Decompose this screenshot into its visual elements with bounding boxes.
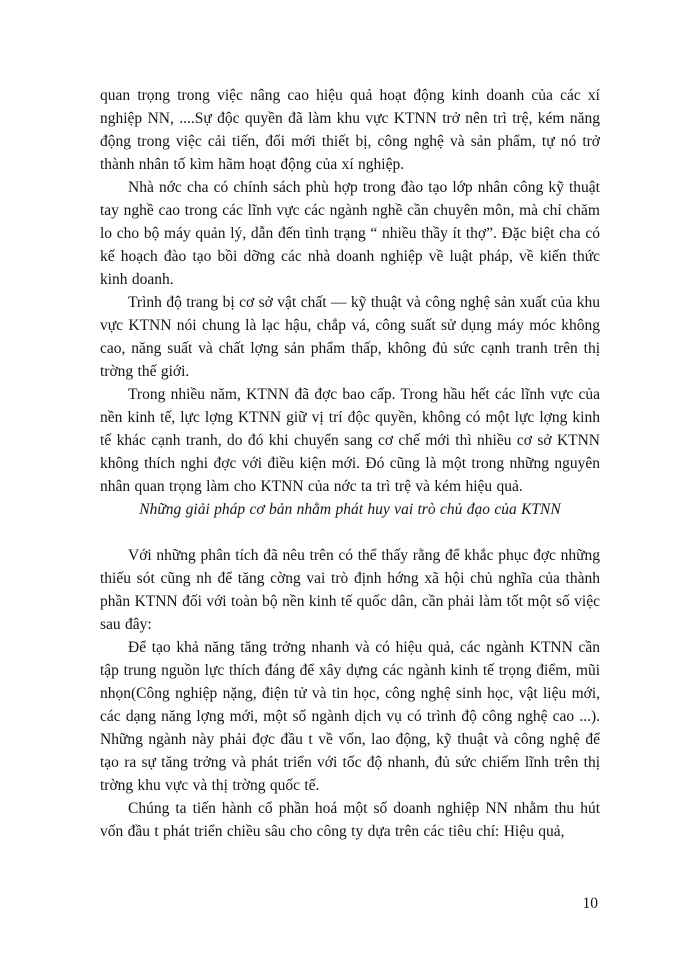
paragraph: Để tạo khả năng tăng trởng nhanh và có hiệu quả, các ngành KTNN cần tập trung nguồn lực thích đáng để xây dựng các ngành kinh tế trọng điểm, mũi nhọn(Công nghiệp nặng, điện tử và tin học, công nghệ sinh học, vật liệu mới, các dạng năng lợng mới, một số ngành dịch vụ có trình độ công nghệ cao ...). Những ngành này phải đợc đầu t về vốn, lao động, kỹ thuật và công nghệ để tạo ra sự tăng trởng và phát triển với tốc độ nhanh, đủ sức chiếm lĩnh trên thị trờng khu vực và thị trờng quốc tế. — [100, 639, 600, 794]
paragraph: Với những phân tích đã nêu trên có thể thấy rằng để khắc phục đợc những thiếu sót cũng nh để tăng cờng vai trò định hớng xã hội chủ nghĩa của thành phần KTNN đối với toàn bộ nền kinh tế quốc dân, cần phải làm tốt một số việc sau đây: — [100, 547, 600, 633]
page-number: 10 — [582, 895, 598, 912]
paragraph: Chúng ta tiến hành cổ phần hoá một số doanh nghiệp NN nhằm thu hút vốn đầu t phát triển chiều sâu cho công ty dựa trên các tiêu chí: Hiệu quả, — [100, 800, 600, 840]
paragraph: Trong nhiều năm, KTNN đã đợc bao cấp. Trong hầu hết các lĩnh vực của nền kinh tế, lực lợng KTNN giữ vị trí độc quyền, không có một lực lợng kinh tế khác cạnh tranh, do đó khi chuyển sang cơ chế mới thì nhiều cơ sở KTNN không thích nghi đợc với điều kiện mới. Đó cũng là một trong những nguyên nhân quan trọng làm cho KTNN của nớc ta trì trệ và kém hiệu quả. — [100, 386, 600, 495]
section-heading: Những giải pháp cơ bản nhằm phát huy vai trò chủ đạo của KTNN — [139, 501, 561, 518]
document-body — [100, 84, 600, 843]
paragraph: quan trọng trong việc nâng cao hiệu quả hoạt động kinh doanh của các xí nghiệp NN, ....Sự độc quyền đã làm khu vực KTNN trở nên trì trệ, kém năng động trong việc cải tiến, đổi mới thiết bị, công nghệ và sản phẩm, tự nó trở thành nhân tố kìm hãm hoạt động của xí nghiệp. — [100, 87, 600, 173]
paragraph: Nhà nớc cha có chính sách phù hợp trong đào tạo lớp nhân công kỹ thuật tay nghề cao trong các lĩnh vực các ngành nghề cần chuyên môn, mà chỉ chăm lo cho bộ máy quản lý, dẫn đến tình trạng “ nhiều thầy ít thợ”. Đặc biệt cha có kế hoạch đào tạo bồi dỡng các nhà doanh nghiệp về luật pháp, về kiến thức kinh doanh. — [100, 179, 600, 288]
paragraph: Trình độ trang bị cơ sở vật chất — kỹ thuật và công nghệ sản xuất của khu vực KTNN nói chung là lạc hậu, chắp vá, công suất sử dụng máy móc không cao, năng suất và chất lợng sản phẩm thấp, không đủ sức cạnh tranh trên thị trờng thế giới. — [100, 294, 600, 380]
